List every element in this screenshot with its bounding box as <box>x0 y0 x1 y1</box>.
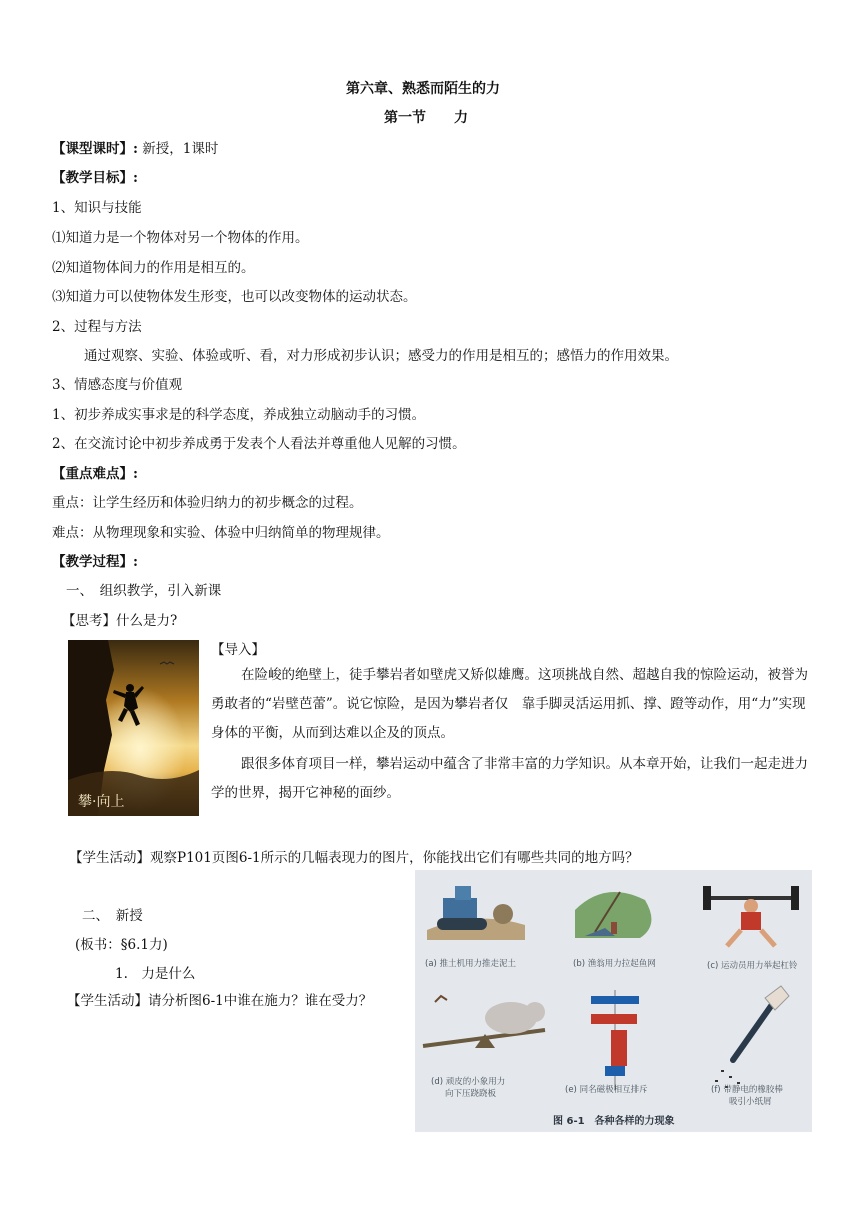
goal2-text: 通过观察、实验、体验或听、看，对力形成初步认识；感受力的作用是相互的；感悟力的作用效果。 <box>84 348 678 364</box>
figure-title: 图 6-1 各种各样的力现象 <box>553 1116 675 1127</box>
intro-label: 【导入】 <box>211 642 265 658</box>
board-note: (板书：§6.1力) <box>75 937 168 953</box>
force-figure-photo <box>415 870 812 1132</box>
process-label: 【教学过程】: <box>52 554 138 570</box>
goal3-item: 1、初步养成实事求是的科学态度，养成独立动脑动手的习惯。 <box>52 407 426 423</box>
lesson-type-label: 【课型课时】: <box>52 141 138 157</box>
key-label: 【重点难点】: <box>52 466 138 482</box>
climbing-photo <box>68 640 199 816</box>
goal1-heading: 1、知识与技能 <box>52 200 142 216</box>
caption-f-line2: 吸引小纸屑 <box>729 1097 772 1107</box>
goal3-item: 2、在交流讨论中初步养成勇于发表个人看法并尊重他人见解的习惯。 <box>52 436 466 452</box>
goal1-item: ⑶知道力可以使物体发生形变，也可以改变物体的运动状态。 <box>52 289 417 305</box>
caption-b: (b) 渔翁用力拉起鱼网 <box>573 959 656 969</box>
section-title: 第一节 力 <box>384 110 468 126</box>
climbing-photo-art <box>68 640 199 816</box>
caption-d-line2: 向下压跷跷板 <box>445 1089 497 1099</box>
goals-label: 【教学目标】: <box>52 170 138 186</box>
goal1-item: ⑴知道力是一个物体对另一个物体的作用。 <box>52 230 309 246</box>
caption-d: (d) 顽皮的小象用力 <box>431 1077 506 1087</box>
lesson-type-value: 新授，1课时 <box>142 141 219 157</box>
lesson-type-line <box>52 137 218 157</box>
force-figure-art <box>415 870 812 1132</box>
goal3-heading: 3、情感态度与价值观 <box>52 377 183 393</box>
intro-paragraph-1: 在险峻的绝壁上，徒手攀岩者如壁虎又矫似雄鹰。这项挑战自然、超越自我的惊险运动，被誉为勇敢者的“岩壁芭蕾”。说它惊险，是因为攀岩者仅 靠手脚灵活运用抓、撑、蹬等动作，用“力”实现身体的平衡，从而到达难以企及的顶点。 <box>211 667 808 741</box>
point1-heading: 1. 力是什么 <box>115 966 196 982</box>
step1-heading: 一、 组织教学，引入新课 <box>66 583 222 599</box>
caption-c: (c) 运动员用力举起杠铃 <box>707 961 798 971</box>
chapter-title: 第六章、熟悉而陌生的力 <box>346 81 500 97</box>
caption-a: (a) 推土机用力推走泥土 <box>425 959 517 969</box>
caption-f: (f) 带静电的橡胶棒 <box>711 1085 783 1095</box>
goal2-heading: 2、过程与方法 <box>52 319 142 335</box>
think-line: 【思考】什么是力? <box>62 613 178 629</box>
caption-e: (e) 同名磁极相互排斥 <box>565 1085 648 1095</box>
difficult-point: 难点：从物理现象和实验、体验中归纳简单的物理规律。 <box>52 525 390 541</box>
climb-logo-text: 攀·向上 <box>78 794 125 810</box>
activity1-line: 【学生活动】观察P101页图6-1所示的几幅表现力的图片，你能找出它们有哪些共同的地方吗？ <box>69 850 639 866</box>
activity2-paragraph: 【学生活动】请分析图6-1中谁在施力？谁在受力？ <box>67 993 373 1009</box>
goal1-item: ⑵知道物体间力的作用是相互的。 <box>52 260 255 276</box>
key-point: 重点：让学生经历和体验归纳力的初步概念的过程。 <box>52 495 363 511</box>
step2-heading: 二、 新授 <box>82 908 143 924</box>
intro-paragraph-2: 跟很多体育项目一样，攀岩运动中蕴含了非常丰富的力学知识。从本章开始，让我们一起走进力学的世界，揭开它神秘的面纱。 <box>211 756 808 801</box>
